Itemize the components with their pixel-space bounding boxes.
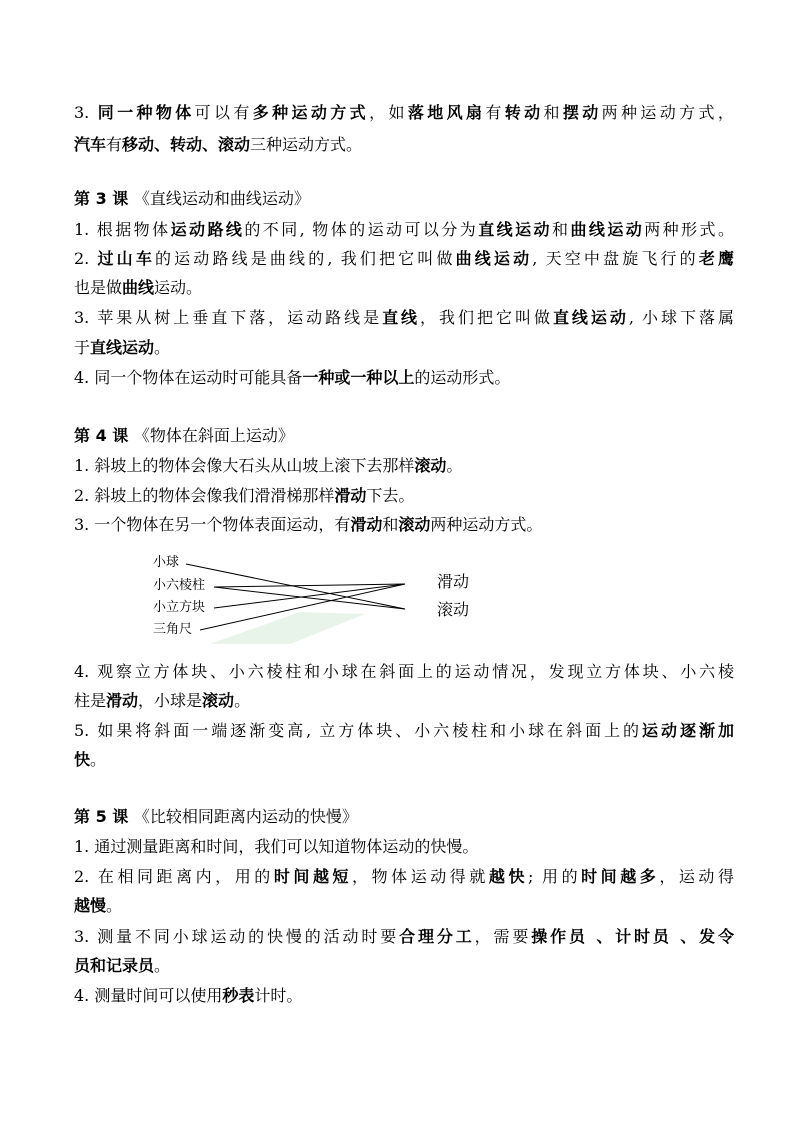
lesson5-item4: 4. 测量时间可以使用秒表计时。 xyxy=(74,986,303,1005)
lesson5-item2-line1: 2. 在相同距离内，用的时间越短，物体运动得就越快; 用的时间越多，运动得 xyxy=(74,867,734,886)
watermark-shape xyxy=(210,612,365,644)
lesson5-item1: 1. 通过测量距离和时间，我们可以知道物体运动的快慢。 xyxy=(74,837,479,856)
line-hexprism-to-slide xyxy=(214,584,405,587)
lesson2-item3-line1: 3. 同一种物体可以有多种运动方式，如落地风扇有转动和摆动两种运动方式， xyxy=(74,103,734,122)
lesson3-item1: 1. 根据物体运动路线的不同, 物体的运动可以分为直线运动和曲线运动两种形式。 xyxy=(74,220,734,239)
lesson4-item3: 3. 一个物体在另一个物体表面运动，有滑动和滚动两种运动方式。 xyxy=(74,515,543,534)
lesson5-item3-line1: 3. 测量不同小球运动的快慢的活动时要合理分工，需要操作员 、计时员 、发令 xyxy=(74,927,734,946)
lesson4-item4-line1: 4. 观察立方体块、小六棱柱和小球在斜面上的运动情况，发现立方体块、小六棱 xyxy=(74,662,734,681)
lesson4-item5-line2: 快。 xyxy=(74,750,107,769)
diagram-label-slide: 滑动 xyxy=(437,572,470,591)
diagram-label-roll: 滚动 xyxy=(437,600,470,619)
diagram-label-hexprism: 小六棱柱 xyxy=(153,578,206,593)
lesson5-item2-line2: 越慢。 xyxy=(74,896,123,915)
lesson5-title: 第 5 课 《比较相同距离内运动的快慢》 xyxy=(74,807,358,826)
lesson3-item3-line2: 于直线运动。 xyxy=(74,338,171,357)
lesson4-item4-line2: 柱是滑动，小球是滚动。 xyxy=(74,691,251,710)
lesson5-item3-line2: 员和记录员。 xyxy=(74,956,171,975)
lesson3-item4: 4. 同一个物体在运动时可能具备一种或一种以上的运动形式。 xyxy=(74,368,511,387)
lesson4-item2: 2. 斜坡上的物体会像我们滑滑梯那样滑动下去。 xyxy=(74,486,415,505)
matching-diagram xyxy=(150,552,490,652)
lesson3-item3-line1: 3. 苹果从树上垂直下落，运动路线是直线，我们把它叫做直线运动, 小球下落属 xyxy=(74,308,734,327)
lesson4-item5-line1: 5. 如果将斜面一端逐渐变高, 立方体块、小六棱柱和小球在斜面上的运动逐渐加 xyxy=(74,721,734,740)
diagram-label-ball: 小球 xyxy=(153,555,180,570)
line-cube-to-slide xyxy=(214,584,405,608)
diagram-label-triangle: 三角尺 xyxy=(153,622,193,637)
lesson4-item1: 1. 斜坡上的物体会像大石头从山坡上滚下去那样滚动。 xyxy=(74,456,463,475)
lesson3-item2-line2: 也是做曲线运动。 xyxy=(74,278,203,297)
lesson4-title: 第 4 课 《物体在斜面上运动》 xyxy=(74,426,294,445)
lesson3-title: 第 3 课 《直线运动和曲线运动》 xyxy=(74,189,310,208)
lesson2-item3-line2: 汽车有移动、转动、滚动三种运动方式。 xyxy=(74,135,363,154)
lesson3-item2-line1: 2. 过山车的运动路线是曲线的, 我们把它叫做曲线运动, 天空中盘旋飞行的老鹰 xyxy=(74,249,734,268)
diagram-label-cube: 小立方块 xyxy=(153,600,206,615)
